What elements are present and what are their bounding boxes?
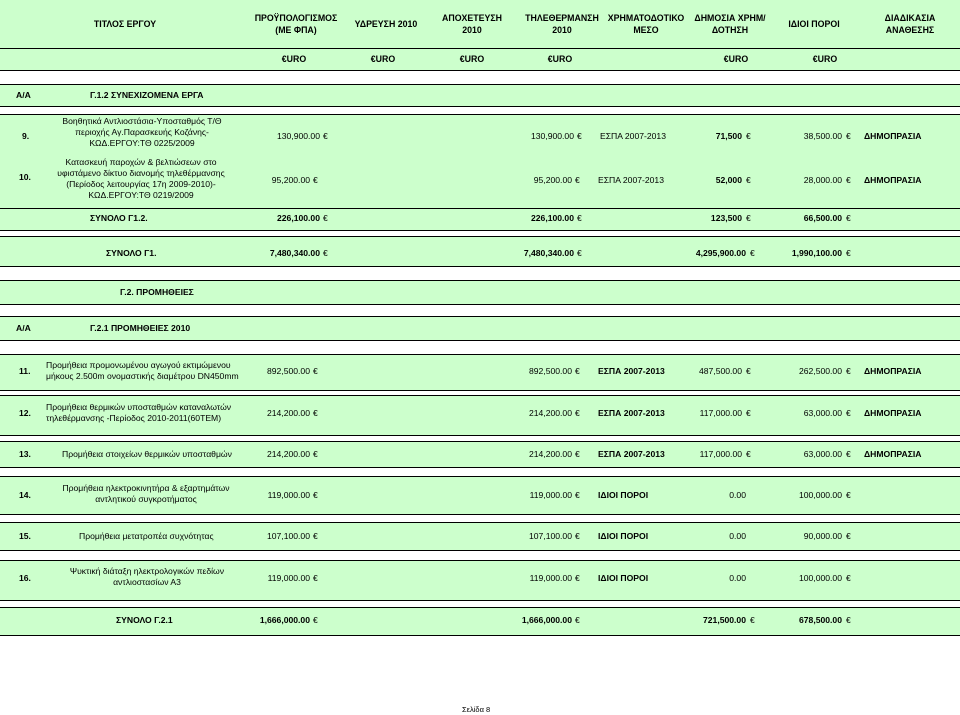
row-procedure: ΔΗΜΟΠΡΑΣΙΑ <box>864 366 922 376</box>
rule <box>0 441 960 442</box>
total-heating: 1,666,000.00 <box>521 615 572 625</box>
euro-glyph: € <box>846 408 851 418</box>
rule <box>0 550 960 551</box>
row-title: Προμήθεια θερμικών υποσταθμών καταναλωτών τηλεθέρμανσης -Περίοδος 2010-2011(60ΤΕΜ) <box>46 402 232 423</box>
total-own: 678,500.00 <box>798 615 842 625</box>
row-title: Βοηθητικά Αντλιοστάσια-Υποσταθμός Τ/Θ περιοχής Αγ.Παρασκευής Κοζάνης-ΚΩΔ.ΕΡΓΟΥ:ΤΘ 0225/2009 <box>62 116 222 148</box>
euro-glyph: € <box>846 490 851 500</box>
rule <box>0 280 960 281</box>
row-no: 9. <box>22 131 30 141</box>
currency-public: €URO <box>723 54 749 64</box>
total-own: 66,500.00 <box>803 213 842 223</box>
total-public: 123,500 <box>710 213 742 223</box>
rule <box>0 70 960 71</box>
currency-own: €URO <box>812 54 838 64</box>
euro-glyph: € <box>846 449 851 459</box>
euro-glyph: € <box>313 615 318 625</box>
row-heating: 892,500.00 <box>528 366 572 376</box>
section2-aa: Α/Α <box>16 323 31 333</box>
rule <box>0 522 960 523</box>
euro-glyph: € <box>577 213 582 223</box>
euro-glyph: € <box>323 131 328 141</box>
euro-glyph: € <box>323 213 328 223</box>
col-header-procedure: ΔΙΑΔΙΚΑΣΙΑ ΑΝΑΘΕΣΗΣ <box>884 13 936 35</box>
row-title: Προμήθεια στοιχείων θερμικών υποσταθμών <box>62 449 232 459</box>
section1-title: Γ.1.2 ΣΥΝΕΧΙΖΟΜΕΝΑ ΕΡΓΑ <box>90 90 204 100</box>
rule <box>0 266 960 267</box>
rule <box>0 340 960 341</box>
row-financing: ΕΣΠΑ 2007-2013 <box>600 131 666 141</box>
euro-glyph: € <box>313 449 318 459</box>
rule <box>0 48 960 49</box>
row-own: 262,500.00 <box>798 366 842 376</box>
rule <box>0 435 960 436</box>
row-financing: ΕΣΠΑ 2007-2013 <box>598 366 665 376</box>
rule <box>0 304 960 305</box>
euro-glyph: € <box>313 366 318 376</box>
euro-glyph: € <box>313 531 318 541</box>
row-own: 100,000.00 <box>798 490 842 500</box>
page-number: Σελίδα 8 <box>462 705 491 714</box>
row-budget: 214,200.00 <box>266 408 310 418</box>
row-own: 28,000.00 <box>803 175 842 185</box>
rule <box>0 114 960 115</box>
row-no: 16. <box>19 573 31 583</box>
euro-glyph: € <box>313 490 318 500</box>
row-procedure: ΔΗΜΟΠΡΑΣΙΑ <box>864 175 922 185</box>
currency-water: €URO <box>370 54 396 64</box>
row-own: 100,000.00 <box>798 573 842 583</box>
row-budget: 130,900.00 <box>276 131 320 141</box>
euro-glyph: € <box>577 131 582 141</box>
row-title: Προμήθεια ηλεκτροκινητήρα & εξαρτημάτων αντλητικού συγκροτήματος <box>62 483 230 504</box>
row-budget: 119,000.00 <box>267 490 310 500</box>
rule <box>0 607 960 608</box>
euro-glyph: € <box>575 408 580 418</box>
euro-glyph: € <box>746 449 751 459</box>
row-public: 117,000.00 <box>699 408 742 418</box>
col-header-budget: ΠΡΟΫΠΟΛΟΓΙΣΜΟΣ (ΜΕ ΦΠΑ) <box>254 13 338 35</box>
euro-glyph: € <box>313 408 318 418</box>
rule <box>0 316 960 317</box>
euro-glyph: € <box>575 449 580 459</box>
euro-glyph: € <box>846 366 851 376</box>
rule <box>0 560 960 561</box>
euro-glyph: € <box>575 366 580 376</box>
row-heating: 107,100.00 <box>528 531 572 541</box>
total-label: ΣΥΝΟΛΟ Γ.2.1 <box>116 615 173 625</box>
row-heating: 214,200.00 <box>528 449 572 459</box>
euro-glyph: € <box>750 615 755 625</box>
row-no: 10. <box>19 172 31 182</box>
g1-total-label: ΣΥΝΟΛΟ Γ1. <box>106 248 157 258</box>
row-heating: 119,000.00 <box>529 490 572 500</box>
total-budget: 226,100.00 <box>276 213 320 223</box>
row-no: 15. <box>19 531 31 541</box>
euro-glyph: € <box>750 248 755 258</box>
row-financing: ΕΣΠΑ 2007-2013 <box>598 175 664 185</box>
col-header-own: ΙΔΙΟΙ ΠΟΡΟΙ <box>788 19 840 29</box>
row-financing: ΕΣΠΑ 2007-2013 <box>598 449 665 459</box>
row-no: 13. <box>19 449 31 459</box>
col-header-financing: ΧΡΗΜΑΤΟΔΟΤΙΚΟ ΜΕΣΟ <box>607 13 685 35</box>
g1-total-heating: 7,480,340.00 <box>523 248 574 258</box>
rule <box>0 514 960 515</box>
section2-title: Γ.2.1 ΠΡΟΜΗΘΕΙΕΣ 2010 <box>90 323 191 333</box>
row-no: 12. <box>19 408 31 418</box>
row-budget: 119,000.00 <box>267 573 310 583</box>
g1-total-budget: 7,480,340.00 <box>269 248 320 258</box>
euro-glyph: € <box>846 248 851 258</box>
row-own: 38,500.00 <box>803 131 842 141</box>
row-heating: 95,200.00 <box>533 175 572 185</box>
currency-sewage: €URO <box>459 54 485 64</box>
row-financing: ΙΔΙΟΙ ΠΟΡΟΙ <box>598 531 649 541</box>
total-budget: 1,666,000.00 <box>259 615 310 625</box>
euro-glyph: € <box>846 213 851 223</box>
row-title: Ψυκτική διάταξη ηλεκτρολογικών πεδίων αντλιοστασίων Α3 <box>69 566 225 587</box>
section2-heading: Γ.2. ΠΡΟΜΗΘΕΙΕΣ <box>120 287 194 297</box>
euro-glyph: € <box>746 175 751 185</box>
rule <box>0 106 960 107</box>
euro-glyph: € <box>575 490 580 500</box>
euro-glyph: € <box>575 573 580 583</box>
total-heating: 226,100.00 <box>530 213 574 223</box>
row-public: 71,500 <box>715 131 742 141</box>
row-own: 90,000.00 <box>803 531 842 541</box>
total-label: ΣΥΝΟΛΟ Γ1.2. <box>90 213 148 223</box>
euro-glyph: € <box>323 248 328 258</box>
rule <box>0 600 960 601</box>
rule <box>0 635 960 636</box>
row-public: 52,000 <box>715 175 742 185</box>
row-heating: 119,000.00 <box>529 573 572 583</box>
row-public: 117,000.00 <box>699 449 742 459</box>
euro-glyph: € <box>746 366 751 376</box>
row-own: 63,000.00 <box>803 408 842 418</box>
row-heating: 214,200.00 <box>528 408 572 418</box>
row-title: Προμήθεια μετατροπέα συχνότητας <box>79 531 214 541</box>
euro-glyph: € <box>575 615 580 625</box>
rule <box>0 84 960 85</box>
row-title: Κατασκευή παροχών & βελτιώσεων στο υφιστάμενο δίκτυο διανομής τηλεθέρμανσης (Περίοδος λειτουργίας 17η 2009-2010)-ΚΩΔ.ΕΡΓΟΥ:ΤΘ 0219/2009 <box>57 157 225 200</box>
row-budget: 892,500.00 <box>266 366 310 376</box>
rule <box>0 230 960 231</box>
euro-glyph: € <box>746 408 751 418</box>
rule <box>0 395 960 396</box>
row-financing: ΕΣΠΑ 2007-2013 <box>598 408 665 418</box>
g1-total-public: 4,295,900.00 <box>695 248 746 258</box>
rule <box>0 208 960 209</box>
row-financing: ΙΔΙΟΙ ΠΟΡΟΙ <box>598 490 649 500</box>
euro-glyph: € <box>846 531 851 541</box>
euro-glyph: € <box>575 531 580 541</box>
row-budget: 95,200.00 <box>271 175 310 185</box>
col-header-heating: ΤΗΛΕΘΕΡΜΑΝΣΗ 2010 <box>525 13 599 35</box>
row-heating: 130,900.00 <box>530 131 574 141</box>
euro-glyph: € <box>846 131 851 141</box>
row-financing: ΙΔΙΟΙ ΠΟΡΟΙ <box>598 573 649 583</box>
col-header-title: ΤΙΤΛΟΣ ΕΡΓΟΥ <box>93 19 157 29</box>
row-budget: 214,200.00 <box>266 449 310 459</box>
euro-glyph: € <box>746 213 751 223</box>
rule <box>0 354 960 355</box>
col-header-sewage: ΑΠΟΧΕΤΕΥΣΗ 2010 <box>441 13 503 35</box>
row-procedure: ΔΗΜΟΠΡΑΣΙΑ <box>864 131 922 141</box>
row-title: Προμήθεια προμονωμένου αγωγού εκτιμώμενου μήκους 2.500m ονομαστικής διαμέτρου DN450mm <box>46 360 239 381</box>
currency-budget: €URO <box>281 54 307 64</box>
col-header-water: ΥΔΡΕΥΣΗ 2010 <box>354 19 418 29</box>
section1-aa: Α/Α <box>16 90 31 100</box>
euro-glyph: € <box>846 615 851 625</box>
row-public: 0.00 <box>729 531 746 541</box>
row-no: 11. <box>19 366 31 376</box>
rule <box>0 390 960 391</box>
euro-glyph: € <box>846 573 851 583</box>
euro-glyph: € <box>846 175 851 185</box>
row-budget: 107,100.00 <box>266 531 310 541</box>
total-public: 721,500.00 <box>702 615 746 625</box>
row-own: 63,000.00 <box>803 449 842 459</box>
row-public: 0.00 <box>729 490 746 500</box>
row-procedure: ΔΗΜΟΠΡΑΣΙΑ <box>864 408 922 418</box>
euro-glyph: € <box>577 248 582 258</box>
row-procedure: ΔΗΜΟΠΡΑΣΙΑ <box>864 449 922 459</box>
euro-glyph: € <box>313 175 318 185</box>
euro-glyph: € <box>313 573 318 583</box>
rule <box>0 476 960 477</box>
row-no: 14. <box>19 490 31 500</box>
euro-glyph: € <box>746 131 751 141</box>
row-public: 487,500.00 <box>698 366 742 376</box>
row-public: 0.00 <box>729 573 746 583</box>
euro-glyph: € <box>575 175 580 185</box>
g1-total-own: 1,990,100.00 <box>791 248 842 258</box>
rule <box>0 236 960 237</box>
rule <box>0 467 960 468</box>
currency-heating: €URO <box>547 54 573 64</box>
col-header-public: ΔΗΜΟΣΙΑ ΧΡΗΜ/ΔΟΤΗΣΗ <box>694 13 766 35</box>
